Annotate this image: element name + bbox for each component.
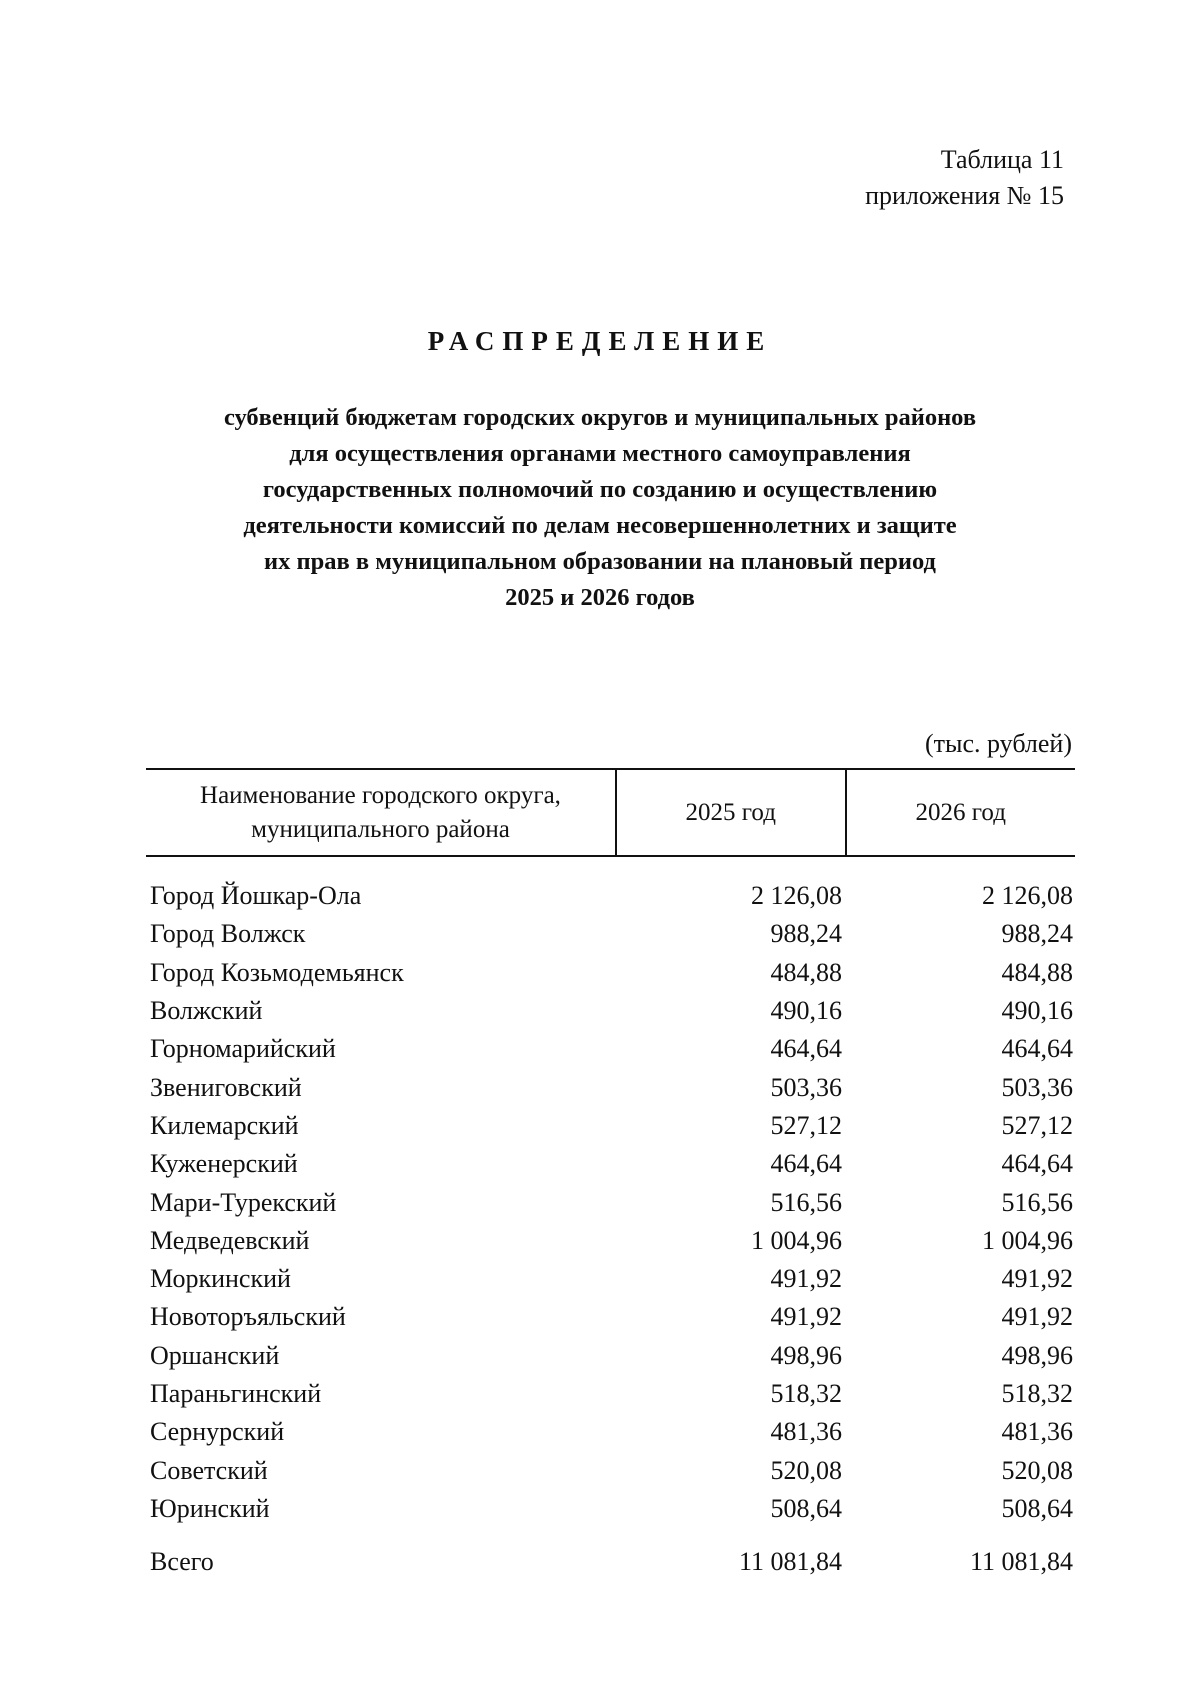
table-number: Таблица 11 (940, 145, 1064, 174)
table-row (146, 1298, 1075, 1336)
row-value-2026: 491,92 (1001, 1302, 1073, 1332)
row-value-2025: 1 004,96 (751, 1225, 842, 1255)
table-body (146, 857, 1075, 1582)
subtitle-line: их прав в муниципальном образовании на плановый период (264, 548, 936, 575)
document-title: РАСПРЕДЕЛЕНИЕ (427, 326, 773, 356)
row-value-2025: 503,36 (770, 1072, 842, 1102)
table-row (146, 1375, 1075, 1413)
row-value-2026: 518,32 (1001, 1379, 1073, 1408)
row-value-2025: 988,24 (770, 919, 842, 949)
table-row (146, 1451, 1075, 1489)
row-value-2025: 464,64 (770, 1034, 842, 1064)
row-value-2026: 527,12 (1001, 1110, 1073, 1140)
row-name: Советский (150, 1455, 268, 1485)
row-value-2025: 518,32 (770, 1379, 842, 1408)
row-name: Юринский (150, 1493, 270, 1523)
row-value-2026: 508,64 (1001, 1493, 1073, 1523)
row-name: Медведевский (150, 1225, 310, 1255)
row-value-2026: 2 126,08 (982, 881, 1073, 911)
appendix-number: приложения № 15 (865, 181, 1064, 210)
document-subtitle (100, 400, 1100, 616)
table-row (146, 1107, 1075, 1145)
header-name (146, 770, 615, 855)
distribution-table (146, 768, 1075, 1582)
table-row (146, 1030, 1075, 1068)
row-value-2026: 481,36 (1001, 1417, 1073, 1447)
row-name: Сернурский (150, 1417, 285, 1447)
row-name: Новоторъяльский (150, 1302, 346, 1332)
row-name: Килемарский (150, 1110, 299, 1140)
table-row (146, 1337, 1075, 1375)
row-value-2026: 498,96 (1001, 1340, 1073, 1370)
table-row (146, 915, 1075, 953)
row-value-2026: 520,08 (1001, 1455, 1073, 1485)
row-value-2026: 491,92 (1001, 1264, 1073, 1294)
table-row (146, 1183, 1075, 1221)
row-value-2025: 491,92 (770, 1302, 842, 1332)
row-value-2025: 498,96 (770, 1340, 842, 1370)
header-name-line2: муниципального района (251, 815, 510, 843)
header-2025: 2025 год (615, 770, 845, 855)
subtitle-line: для осуществления органами местного самоуправления (289, 440, 911, 467)
row-value-2025: 2 126,08 (751, 881, 842, 911)
row-name: Оршанский (150, 1340, 280, 1370)
row-name: Моркинский (150, 1264, 291, 1294)
row-value-2026: 464,64 (1001, 1034, 1073, 1064)
row-value-2025: 527,12 (770, 1110, 842, 1140)
units-label: (тыс. рублей) (924, 729, 1072, 758)
row-value-2026: 988,24 (1001, 919, 1073, 949)
table-row (146, 992, 1075, 1030)
total-row (146, 1542, 1075, 1582)
row-value-2025: 484,88 (770, 957, 842, 987)
row-value-2025: 508,64 (770, 1493, 842, 1523)
row-value-2026: 503,36 (1001, 1072, 1073, 1102)
row-value-2025: 520,08 (770, 1455, 842, 1485)
total-2026: 11 081,84 (969, 1547, 1073, 1577)
row-name: Куженерский (150, 1149, 298, 1179)
row-name: Звениговский (150, 1072, 302, 1102)
header-2026: 2026 год (845, 770, 1076, 855)
subtitle-line: деятельности комиссий по делам несовершеннолетних и защите (243, 512, 957, 539)
total-2025: 11 081,84 (738, 1547, 842, 1577)
table-row (146, 1068, 1075, 1106)
row-name: Город Йошкар-Ола (150, 881, 362, 911)
table-row (146, 1222, 1075, 1260)
row-name: Горномарийский (150, 1034, 336, 1064)
table-row (146, 877, 1075, 915)
row-name: Город Козьмодемьянск (150, 957, 404, 987)
row-name: Волжский (150, 996, 263, 1026)
table-row (146, 1490, 1075, 1528)
subtitle-line: государственных полномочий по созданию и осуществлению (262, 476, 938, 503)
row-value-2026: 484,88 (1001, 957, 1073, 987)
header-name-line1: Наименование городского округа, (200, 781, 561, 809)
row-name: Параньгинский (150, 1379, 322, 1408)
row-value-2025: 516,56 (770, 1187, 842, 1217)
row-value-2025: 491,92 (770, 1264, 842, 1294)
subtitle-line: субвенций бюджетам городских округов и муниципальных районов (223, 404, 977, 431)
row-value-2026: 516,56 (1001, 1187, 1073, 1217)
table-row (146, 1145, 1075, 1183)
row-value-2025: 481,36 (770, 1417, 842, 1447)
row-value-2025: 464,64 (770, 1149, 842, 1179)
row-name: Мари-Турекский (150, 1187, 337, 1217)
total-label: Всего (150, 1547, 214, 1577)
row-value-2026: 464,64 (1001, 1149, 1073, 1179)
row-value-2026: 490,16 (1001, 996, 1073, 1026)
table-row (146, 1260, 1075, 1298)
table-row (146, 954, 1075, 992)
table-header (146, 768, 1075, 857)
subtitle-line: 2025 и 2026 годов (505, 584, 695, 611)
row-name: Город Волжск (150, 919, 306, 949)
table-reference (865, 142, 1064, 214)
row-value-2025: 490,16 (770, 996, 842, 1026)
table-row (146, 1413, 1075, 1451)
row-value-2026: 1 004,96 (982, 1225, 1073, 1255)
